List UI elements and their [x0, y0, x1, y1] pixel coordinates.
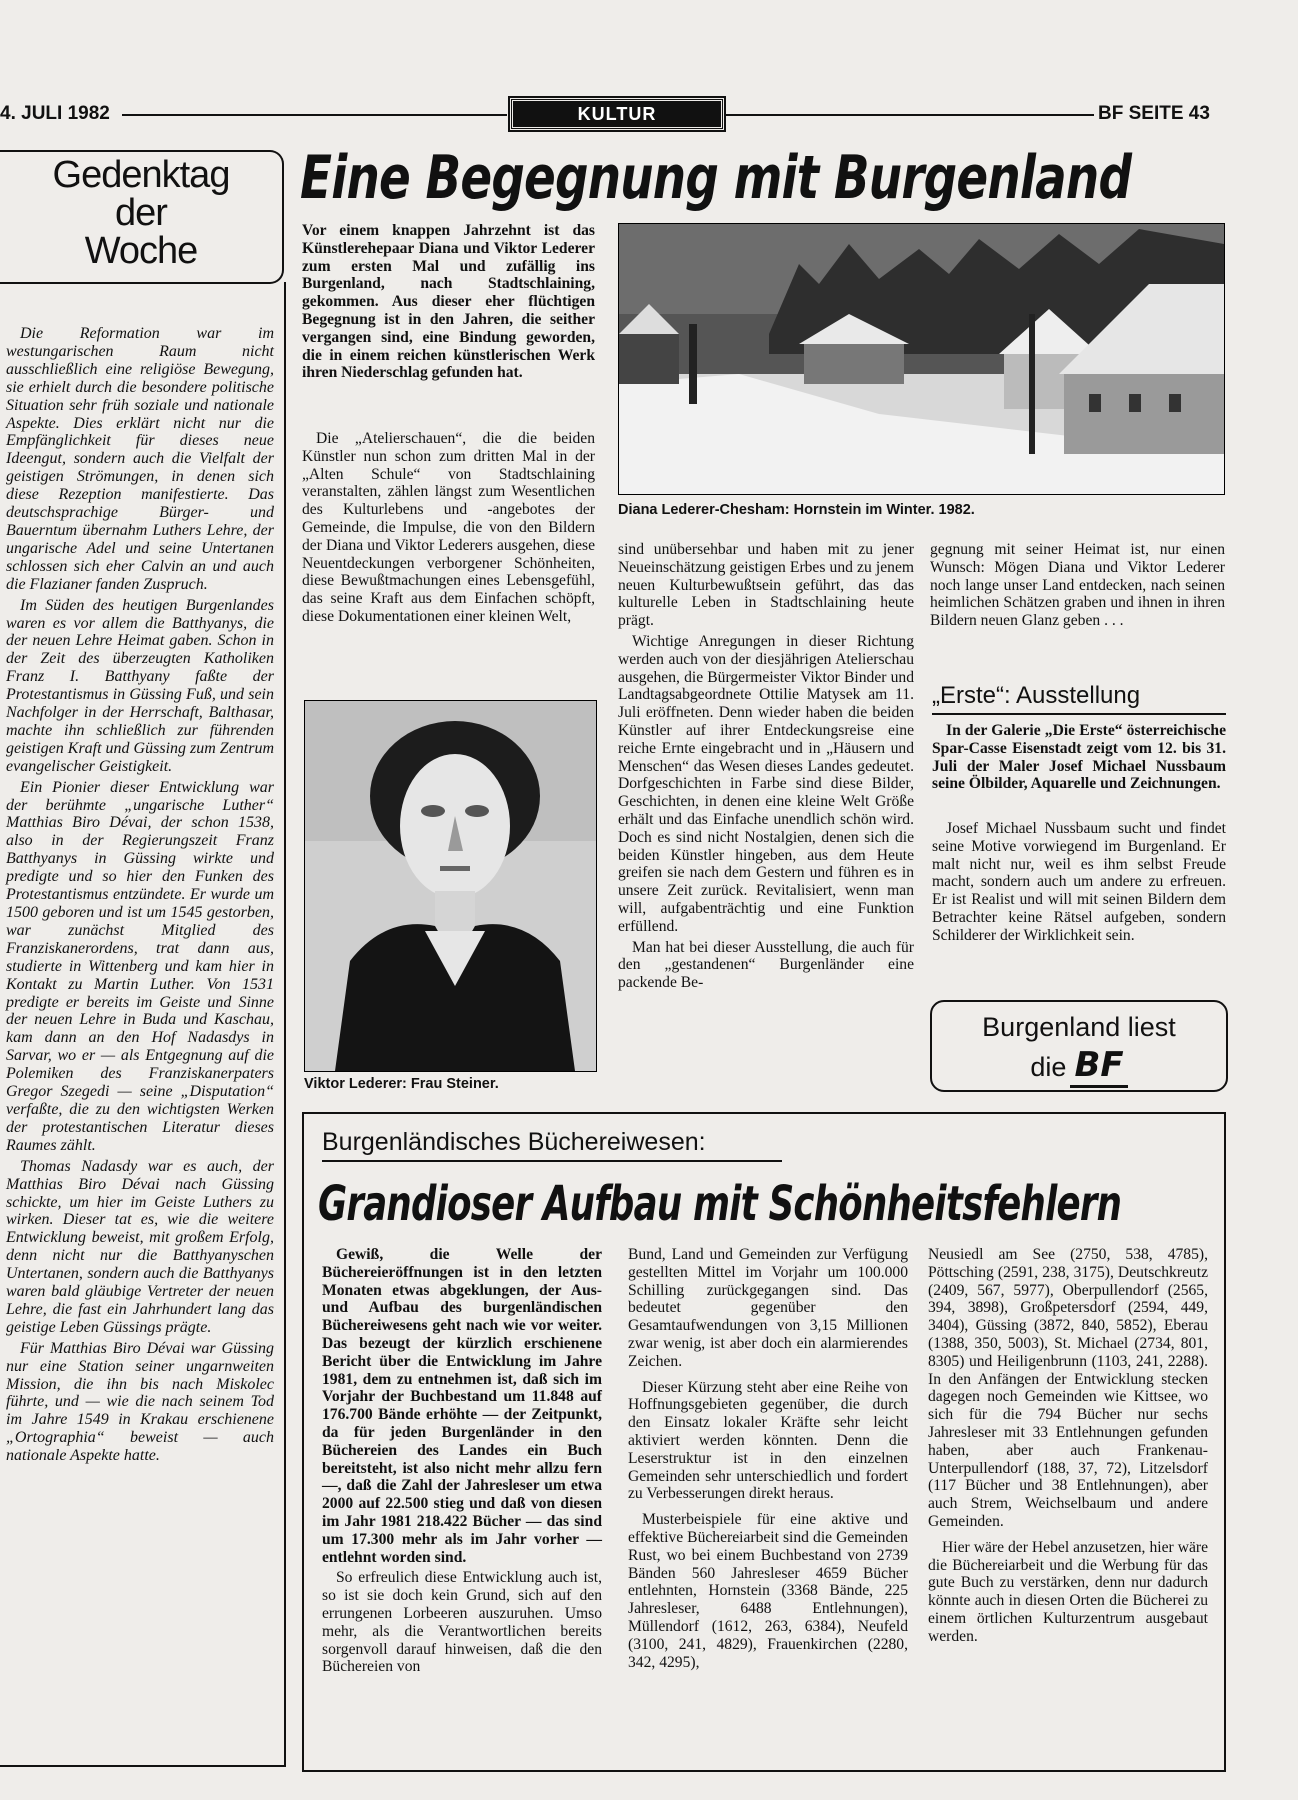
article-paragraph: sind unübersehbar und haben mit zu jener Neueinschätzung geistigen Erbes und zu jenem neuen Kulturbewußtsein geführt, das das kulturelle Leben in Stadtschlaining heute prägt.: [618, 541, 914, 630]
sidebar-paragraph: Die Reformation war im westungarischen Raum nicht ausschließlich eine religiöse Bewegung, sie erhielt durch die besondere politische Situation sehr früh soziale und nationale Aspekte. Dies erklärt nicht nur die Empfänglichkeit für dieses neue Ideengut, sondern auch die Vielfalt der geistigen Strömungen, in denen sich diese Rezeption manifestierte. Das deutschsprachige Bürger- und Bauerntum übernahm Luthers Lehre, der ungarische Adel und seine Untertanen schlossen sich eher Calvin an und auch die Flazianer fanden Zuspruch.: [6, 325, 274, 593]
article2-column-2: [628, 1246, 908, 1674]
page-number: BF SEITE 43: [1098, 103, 1210, 124]
article-paragraph: Man hat bei dieser Ausstellung, die auch für den „gestandenen“ Burgenländer eine packende Be-: [618, 938, 914, 992]
sidebar-paragraph: Für Matthias Biro Dévai war Güssing nur eine Station seiner ungarnweiten Mission, die ihn bis nach Miskolec führte, und — wie die nach seinem Tod im Jahre 1549 in Krakau erschienene „Ortographia“ beweist — auch nationale Aspekte hatte.: [6, 1339, 274, 1465]
article-lead: Vor einem knappen Jahrzehnt ist das Künstlerehepaar Diana und Viktor Lederer zum ersten Mal und zufällig ins Burgenland, nach Stadtschlaining, gekommen. Aus dieser eher flüchtigen Begegnung ist in den Jahren, die seither vergangen sind, eine Bindung geworden, die in einem reichen künstlerischen Werk ihren Niederschlag gefunden hat.: [302, 222, 595, 382]
winter-village-image: [619, 224, 1224, 494]
bf-logo: BF: [1070, 1045, 1127, 1088]
sidebar-border: [284, 282, 286, 1767]
article-column-2: [618, 541, 914, 995]
painting-frau-steiner: [304, 700, 597, 1072]
promo-line1: Burgenland liest: [982, 1012, 1176, 1042]
portrait-image: [305, 701, 596, 1071]
header-rule-left: [122, 114, 507, 116]
article2-column-1: [322, 1246, 602, 1679]
issue-date: 4. JULI 1982: [0, 103, 110, 124]
painting-hornstein-winter: [618, 223, 1225, 495]
sidebar-text: [6, 325, 274, 1468]
article-paragraph: Musterbeispiele für eine aktive und effektive Büchereiarbeit sind die Gemeinden Rust, wo bei einem Buchbestand von 2739 Bänden 560 Jahresleser 4659 Bücher entlehnten, Hornstein (3368 Bände, 225 Jahresleser, 6488 Entlehnungen), Müllendorf (1612, 263, 6384), Neufeld (3100, 241, 4829), Frauenkirchen (2280, 342, 4295),: [628, 1511, 908, 1671]
article2-column-3: [928, 1246, 1208, 1649]
article-paragraph: Gewiß, die Welle der Büchereieröffnungen ist in den letzten Monaten etwas abgeklungen, der Aus- und Aufbau des burgenländischen Büchereiwesens geht nach wie vor weiter. Das bezeugt der kürzlich erschienene Bericht über die Entwicklung im Jahre 1981, dem zu entnehmen ist, daß sich im Vorjahr der Buchbestand um 11.848 auf 176.700 Bände erhöhte — der Zeitpunkt, da für jeden Burgenländer in den Büchereien des Landes ein Buch bereitsteht, ist also nicht mehr allzu fern —, daß die Zahl der Jahresleser um etwa 2000 auf 22.500 stieg und daß von diesen im Jahr 1981 218.422 Bücher — das sind um 17.300 mehr als im Jahr vorher — entlehnt worden sind.: [322, 1246, 602, 1566]
erste-headline: „Erste“: Ausstellung: [932, 682, 1141, 709]
painting-caption-1: Diana Lederer-Chesham: Hornstein im Winter. 1982.: [618, 502, 975, 518]
article-headline: Eine Begegnung mit Burgenland: [300, 143, 1132, 213]
erste-rule: [932, 713, 1226, 715]
sidebar-title-box: [0, 150, 284, 284]
erste-body: Josef Michael Nussbaum sucht und findet seine Motive vorwiegend im Burgenland. Er malt nicht nur, weil es ihm selbst Freude macht, sondern auch um andere zu erfreuen. Er ist Realist und will mit seinen Bildern dem Betrachter keine Rätsel aufgeben, sondern Schilderer der Wirklichkeit sein.: [932, 820, 1226, 944]
article-paragraph: Bund, Land und Gemeinden zur Verfügung gestellten Mittel im Vorjahr um 100.000 Schilling zurückgegangen sind. Das bedeutet gegenüber den Gesamtaufwendungen von 3,15 Millionen zwar wenig, ist aber doch ein alarmierendes Zeichen.: [628, 1246, 908, 1370]
article-column-1: [302, 430, 595, 629]
article-paragraph: Wichtige Anregungen in dieser Richtung werden auch von der diesjährigen Atelierschau ausgehen, die Bürgermeister Viktor Binder und Landtagsabgeordnete Ottilie Matysek am 11. Juli eröffneten. Denn wieder haben die beiden Künstler auf ihrer Entdeckungsreise eine reiche Ernte eingebracht und in „Häusern und Menschen“ das Wesen dieses Landes gedeutet. Dorfgeschichten in Farbe sind diese Bilder, Geschichten, in denen eine kleine Welt Größe erhält und das Einfache unendlich schön wird. Doch es sind nicht Nostalgien, denen sich die beiden Künstler hingeben, aus dem Heute greifen sie nach dem Gestern und führen es in unsere Zeit zurück. Revitalisiert, wenn man will, aufgabenträchtig und eine Funktion erfüllend.: [618, 632, 914, 935]
section-label: KULTUR: [510, 98, 724, 130]
sidebar-paragraph: Thomas Nadasdy war es auch, der Matthias Biro Dévai nach Güssing schickte, um hier im Geiste Luthers zu wirken. Dieser tat es, wie die weitere Entwicklung beweist, mit großem Erfolg, denn nicht nur die Batthyanyschen Untertanen, sondern auch die Batthyanys waren bald gläubige Vertreter der neuen Lehre, die fast ein Jahrhundert lang das geistige Leben Güssings prägte.: [6, 1157, 274, 1336]
erste-lead: In der Galerie „Die Erste“ österreichische Spar-Casse Eisenstadt zeigt vom 12. bis 31. Juli der Maler Josef Michael Nussbaum seine Ölbilder, Aquarelle und Zeichnungen.: [932, 722, 1226, 793]
article2-headline: Grandioser Aufbau mit Schönheitsfehlern: [318, 1176, 1122, 1232]
sidebar-title-line3: Woche: [84, 230, 198, 272]
article-paragraph: gegnung mit seiner Heimat ist, nur einen Wunsch: Mögen Diana und Viktor Lederer noch lange unser Land entdecken, nach seinen heimlichen Schätzen graben und ihnen in ihren Bildern neuen Glanz geben . . .: [930, 541, 1225, 630]
article-column-3: [930, 541, 1225, 633]
article-paragraph: Dieser Kürzung steht aber eine Reihe von Hoffnungsgebieten gegenüber, die durch den Einsatz lokaler Kräfte sehr leicht aktiviert werden könnten. Denn die Leserstruktur ist in den einzelnen Gemeinden sehr unterschiedlich und fordert zu Verbesserungen direkt heraus.: [628, 1378, 908, 1503]
article2-kicker-rule: [322, 1160, 782, 1162]
header-rule-right: [724, 114, 1094, 116]
promo-line2: die: [1030, 1052, 1067, 1082]
sidebar-title-line1: Gedenktag: [52, 154, 230, 196]
article-paragraph: Hier wäre der Hebel anzusetzen, hier wäre die Büchereiarbeit und die Werbung für das gute Buch zu verstärken, denn nur dadurch könnte auch in diesen Orten die Bücherei zu einem örtlichen Kulturzentrum ausgebaut werden.: [928, 1538, 1208, 1645]
article-paragraph: So erfreulich diese Entwicklung auch ist, so ist sie doch kein Grund, sich auf den errungenen Lorbeeren auszuruhen. Umso mehr, als die Verantwortlichen bereits sorgenvoll darauf hinweisen, daß die den Büchereien von: [322, 1569, 602, 1676]
painting-caption-2: Viktor Lederer: Frau Steiner.: [304, 1076, 499, 1092]
article-paragraph: Neusiedl am See (2750, 538, 4785), Pöttsching (2591, 238, 3175), Deutschkreutz (2409, 567, 5977), Oberpullendorf (2565, 394, 3898), Großpetersdorf (2594, 449, 3404), Güssing (3872, 840, 5852), Eberau (1388, 350, 5003), St. Michael (2734, 801, 8305) und Heiligenbrunn (1103, 241, 2288). In den Anfängen der Entwicklung stecken dagegen noch Gemeinden wie Kittsee, wo sich für die 794 Bücher nur sechs Jahresleser mit 33 Entlehnungen gefunden haben, aber auch Frankenau-Unterpullendorf (188, 37, 72), Litzelsdorf (117 Bücher und 38 Entlehnungen), aber auch Strem, Weichselbaum und andere Gemeinden.: [928, 1246, 1208, 1530]
sidebar-paragraph: Ein Pionier dieser Entwicklung war der berühmte „ungarische Luther“ Matthias Biro Dévai, der schon 1538, also in der Regierungszeit Franz Batthyanys in Güssing wirkte und predigte und so hier den Funken des Protestantismus entzündete. Er wurde um 1500 geboren und ist um 1545 gestorben, war zunächst Mitglied des Franziskanerordens, trat dann aus, studierte in Wittenberg und kam hier in Kontakt zu Martin Luther. Von 1531 predigte er bereits im Geiste und Sinne der neuen Lehre in Buda und Kaschau, kam dann an den Hof Nadasdys in Sarvar, wo er — als Entgegnung auf die Polemiken des Franziskanerpaters Gregor Szegedi — seine „Disputation“ verfaßte, die zu den wichtigsten Werken der protestantischen Literatur dieses Raumes zählt.: [6, 778, 274, 1154]
promo-line2-row: [932, 1045, 1226, 1085]
sidebar-title-line2: der: [115, 192, 167, 234]
sidebar-paragraph: Im Süden des heutigen Burgenlandes waren es vor allem die Batthyanys, die der neuen Lehre Heimat gaben. Schon in der Zeit des überzeugten Katholiken Franz I. Batthyany faßte der Protestantismus in Güssing Fuß, und sein Nachfolger in der Herrschaft, Balthasar, machte ihn schließlich zur führenden geistigen Kraft und Güssing zum Zentrum evangelischer Geistigkeit.: [6, 596, 275, 775]
promo-box: [930, 1000, 1228, 1092]
article-paragraph: Die „Atelierschauen“, die die beiden Künstler nun schon zum dritten Mal in der „Alten Schule“ von Stadtschlaining veranstalten, zählen längst zum Wesentlichen des Kulturlebens und -angebotes der Gemeinde, die Impulse, die von den Bildern der Diana und Viktor Lederers ausgehen, diese Neuentdeckungen verborgener Schönheiten, diese Bewußtmachungen eines Lebensgefühl, das seine Kraft aus dem Einfachen schöpft, diese Dokumentationen einer kleinen Welt,: [302, 430, 595, 625]
sidebar-bottom-border: [0, 1765, 286, 1767]
article2-kicker: Burgenländisches Büchereiwesen:: [322, 1128, 706, 1156]
